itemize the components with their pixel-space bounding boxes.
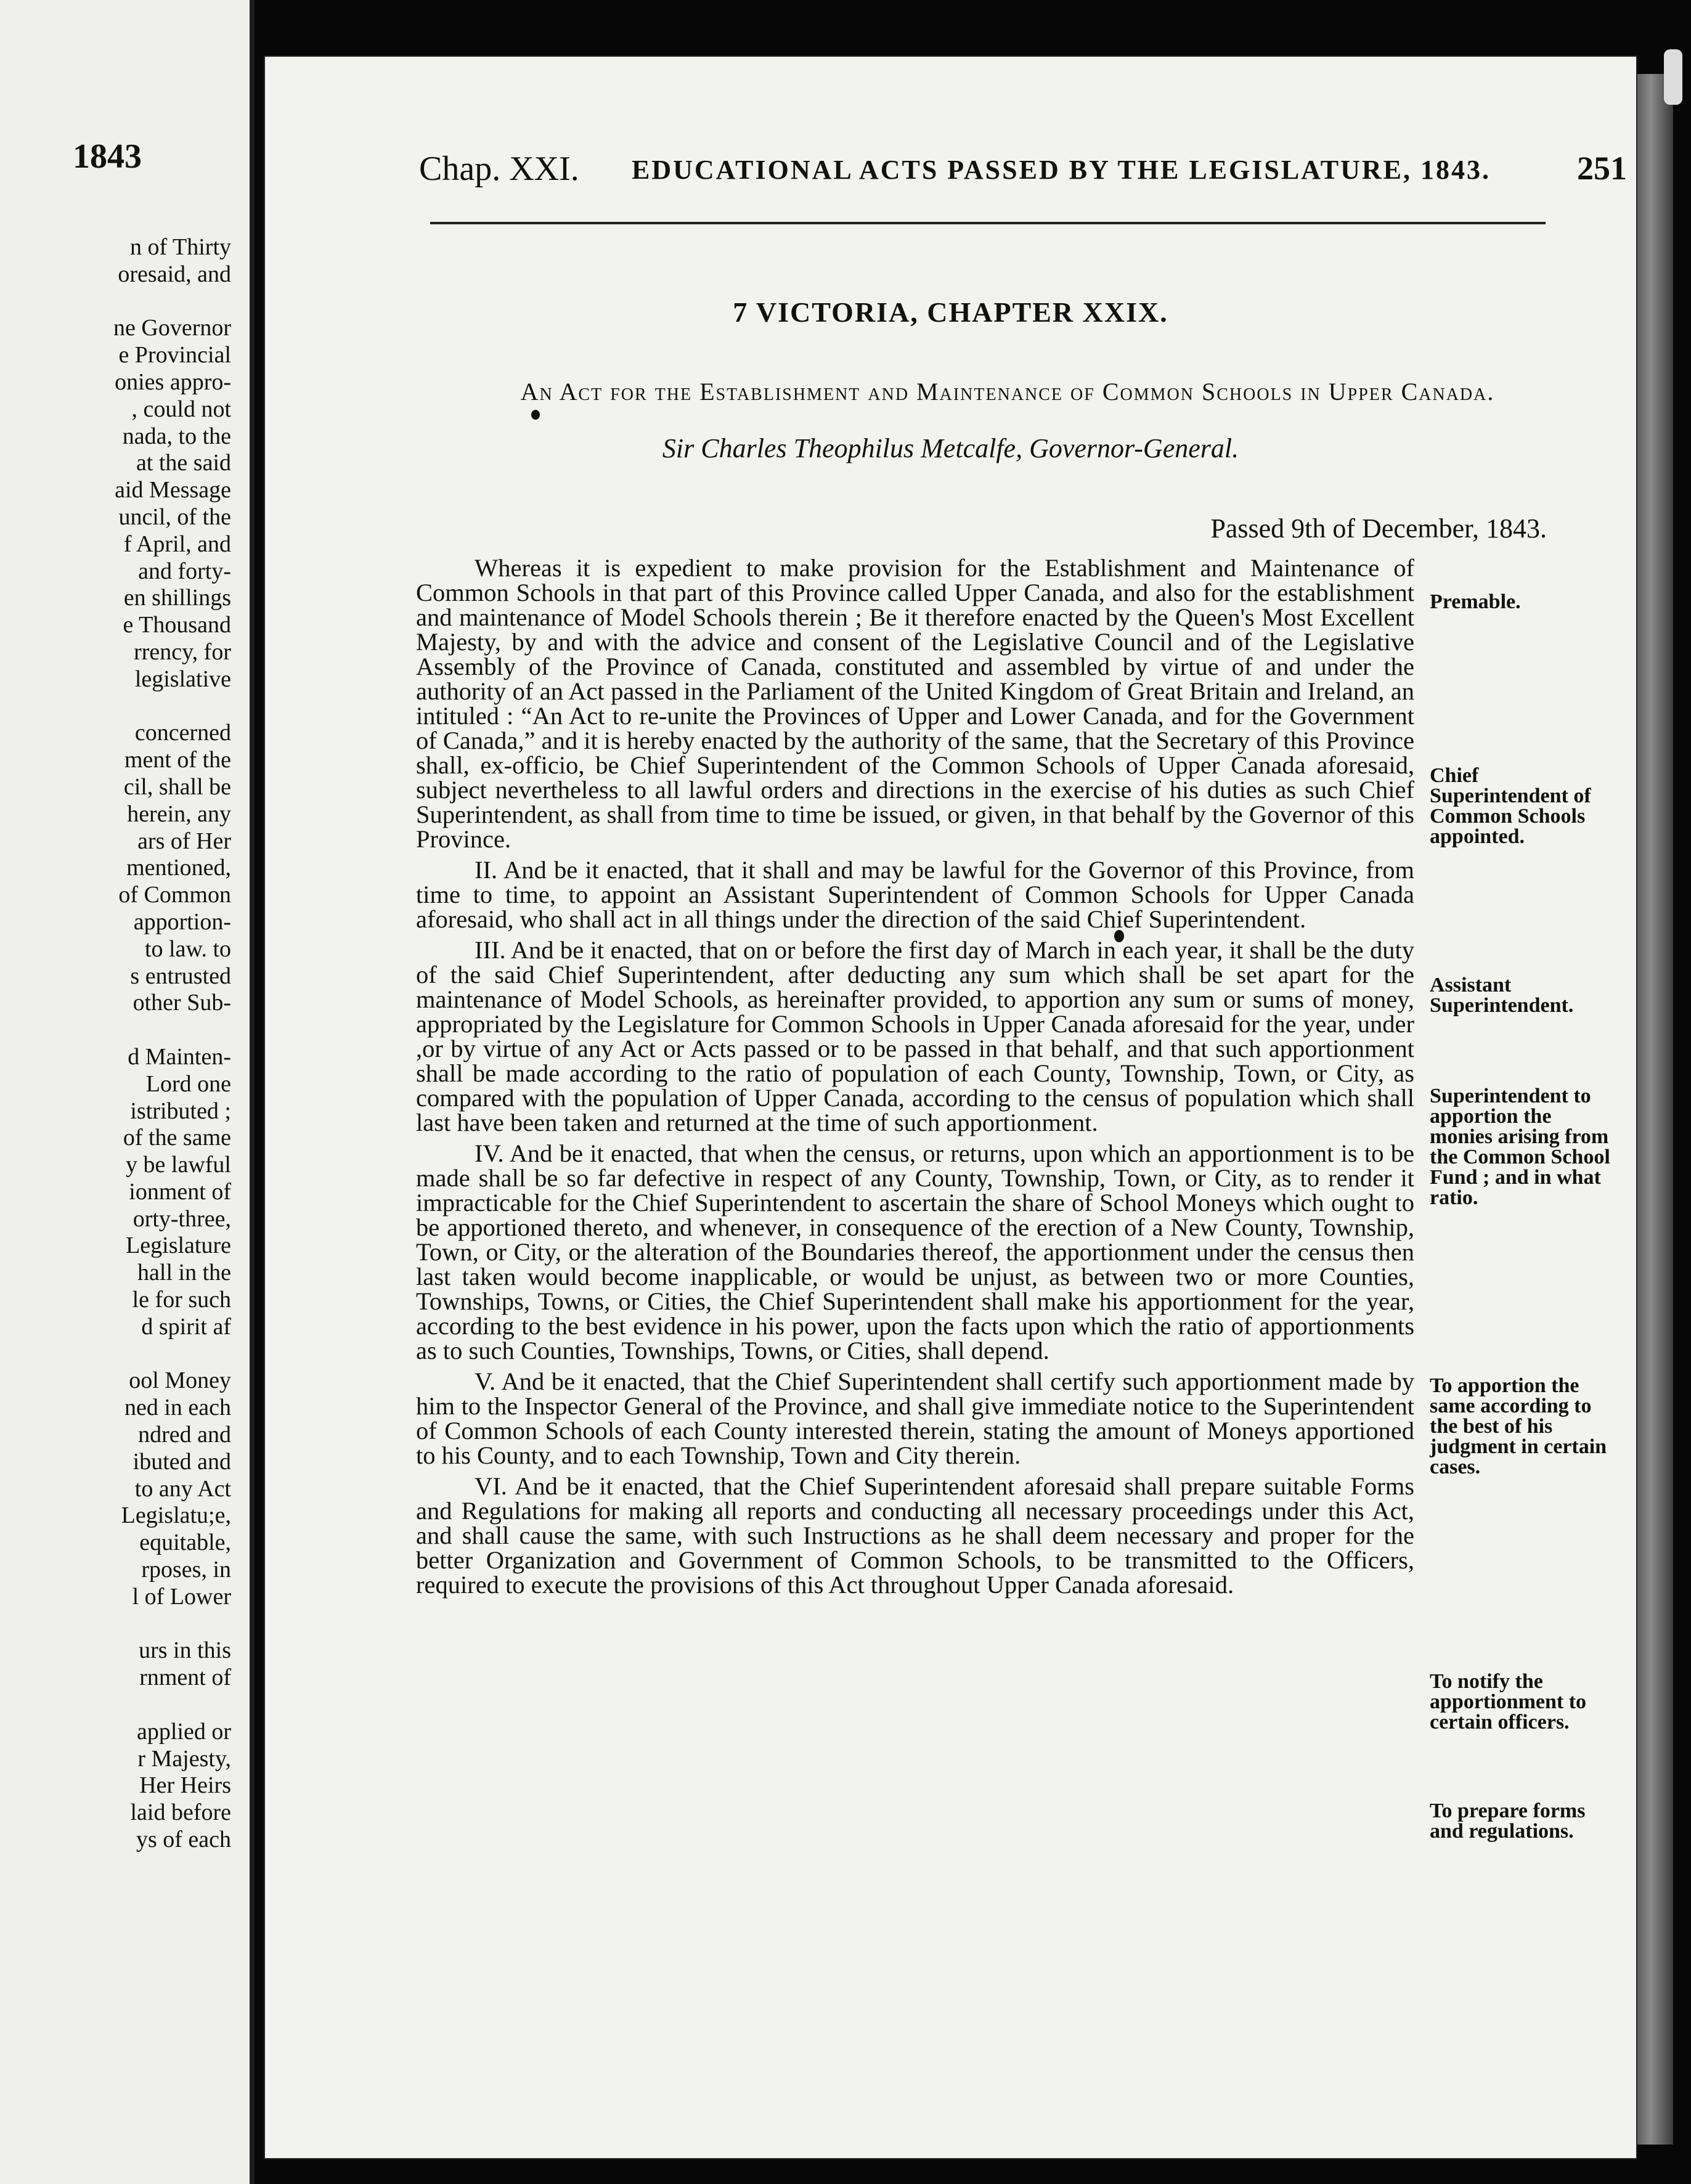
left-page-line: rrency, for	[134, 638, 231, 665]
left-page-line: laid before	[130, 1799, 231, 1826]
left-page-line	[9, 288, 231, 316]
left-facing-page	[0, 0, 255, 2184]
left-page-line: ndred and	[138, 1422, 231, 1448]
left-page-line: nada, to the	[122, 423, 231, 449]
margin-note-forms: To prepare forms and regulations.	[1430, 1799, 1586, 1843]
left-page-line: urs in this	[139, 1637, 231, 1664]
left-page-line: ys of each	[136, 1827, 231, 1853]
margin-note-chief-superintendent: Chief Superintendent of Common Schools appointed.	[1430, 764, 1591, 848]
left-page-line: ionment of	[129, 1178, 231, 1205]
left-page-line: other Sub-	[132, 990, 231, 1016]
margin-note-preamble: Premable.	[1430, 590, 1521, 613]
left-page-line: rposes, in	[141, 1557, 231, 1583]
section-vi: VI. And be it enacted, that the Chief Superintendent aforesaid shall prepare suitable Forms and Regulations for making all reports and conducting all necessary proceedings under this Act, and shall cause the same, with such Instructions as he shall deem necessary and proper for the better Organization and Government of Common Schools, to be transmitted to the Officers, required to execute the provisions of this Act throughout Upper Canada aforesaid.	[416, 1472, 1414, 1599]
left-page-line: ars of Her	[137, 828, 231, 854]
left-page-line: ool Money	[129, 1367, 231, 1394]
margin-note-apportion-judgment: To apportion the same according to the best of his judgment in certain cases.	[1430, 1374, 1607, 1478]
section-v: V. And be it enacted, that the Chief Superintendent shall certify such apportionment made by him to the Inspector General of the Province, and shall give immediate notice to the Superintendent of Common Schools of each County interested therein, stating the amount of Moneys apportioned to his County, and to each Township, Town and City therein.	[416, 1367, 1414, 1469]
running-header	[419, 149, 1627, 198]
header-rule	[430, 222, 1546, 224]
passed-date: Passed 9th of December, 1843.	[1210, 513, 1547, 544]
left-page-line	[9, 1017, 231, 1044]
left-page-line: herein, any	[127, 801, 231, 827]
left-page-text-fragments	[9, 234, 231, 1854]
section-iii: III. And be it enacted, that on or before the first day of March in each year, it shall be the duty of the said Chief Superintendent, after deducting any sum which shall be set apart for the maintenance of Model Schools, as hereinafter provided, to apportion any sum or sums of money, appropriated by the Legislature for Common Schools in Upper Canada aforesaid for the year, under ,or by virtue of any Act or Acts passed or to be passed in that behalf, and that such apportionment shall be made according to the ratio of population of each County, Township, Town, or City, as compared with the population of Upper Canada, according to the census of population which shall last have been taken and returned at the time of such apportionment.	[416, 936, 1414, 1136]
ink-spot	[531, 410, 540, 420]
left-page-line: e Provincial	[118, 342, 231, 369]
margin-note-notify: To notify the apportionment to certain officers.	[1430, 1670, 1587, 1734]
left-page-line: ne Governor	[113, 315, 231, 341]
left-page-line: f April, and	[123, 531, 231, 557]
right-page	[265, 57, 1636, 2158]
left-page-line: oresaid, and	[118, 261, 231, 287]
left-page-line: of Common	[118, 882, 231, 908]
left-page-line: rnment of	[139, 1664, 231, 1691]
left-page-line	[9, 693, 231, 720]
left-page-line: Legislature	[126, 1233, 231, 1259]
left-page-line: s entrusted	[130, 963, 231, 989]
left-page-line: to law. to	[144, 935, 231, 962]
section-ii: II. And be it enacted, that it shall and may be lawful for the Governor of this Province, from time to time, to appoint an Assistant Superintendent of Common Schools for Upper Canada aforesaid, who shall act in all things under the direction of the said Chief Superintendent.	[416, 856, 1414, 933]
preamble-paragraph: Whereas it is expedient to make provision for the Establishment and Maintenance of Common Schools in that part of this Province called Upper Canada, and also for the establishment and maintenance of Model Schools therein ; Be it therefore enacted by the Queen's Most Excellent Majesty, by and with the advice and consent of the Legislative Council and of the Legislative Assembly of the Province of Canada, constituted and assembled by virtue of and under the authority of an Act passed in the Parliament of the United Kingdom of Great Britain and Ireland, an intituled : “An Act to re-unite the Provinces of Upper and Lower Canada, and for the Government of Canada,” and it is hereby enacted by the authority of the same, that the Secretary of this Province shall, ex-officio, be Chief Superintendent of the Common Schools of Upper Canada aforesaid, subject nevertheless to all lawful orders and directions in the exercise of his duties as such Chief Superintendent, as shall from time to time be issued, or given, in that behalf by the Governor of this Province.	[416, 554, 1414, 853]
left-page-line: y be lawful	[126, 1152, 231, 1178]
act-body	[416, 556, 1414, 1603]
left-page-line: n of Thirty	[130, 234, 231, 260]
left-page-line: , could not	[131, 396, 231, 422]
page-edge	[1636, 74, 1673, 2145]
left-page-line: e Thousand	[123, 612, 231, 638]
left-page-line: applied or	[136, 1718, 231, 1745]
left-page-year: 1843	[73, 137, 142, 176]
left-page-line: of the same	[123, 1125, 231, 1151]
act-heading: 7 VICTORIA, CHAPTER XXIX.	[733, 296, 1168, 328]
left-page-line: cil, shall be	[123, 773, 231, 800]
page-number: 251	[1577, 150, 1627, 187]
left-page-line: concerned	[134, 720, 231, 746]
left-page-line: d Mainten-	[128, 1043, 231, 1070]
section-iv: IV. And be it enacted, that when the census, or returns, upon which an apportionment is to be made shall be so far defective in respect of any County, Township, Town, or City, as to render it impracticable for the Chief Superintendent to ascertain the share of School Moneys which ought to be apportioned thereto, and whenever, in consequence of the erection of a New County, Township, Town, or City, or the alteration of the Boundaries thereof, the apportionment under the census then last taken would become inapplicable, or would be unjust, as between two or more Counties, Townships, Towns, or Cities, the Chief Superintendent shall make his apportionment for the year, according to the best evidence in his power, upon the facts upon which the ratio of apportionments as to such Counties, Townships, Towns, or Cities, shall depend.	[416, 1139, 1414, 1364]
left-page-line: Legislatu;e,	[121, 1502, 231, 1529]
left-page-line: istributed ;	[130, 1098, 231, 1124]
margin-note-assistant: Assistant Superintendent.	[1430, 974, 1574, 1017]
left-page-line: hall in the	[137, 1260, 231, 1286]
left-page-line: Her Heirs	[139, 1772, 231, 1799]
left-page-line: le for such	[132, 1287, 231, 1313]
left-page-line: ment of the	[124, 747, 231, 773]
margin-note-apportion-monies: Superintendent to apportion the monies arising from the Common School Fund ; and in what ratio.	[1430, 1085, 1610, 1209]
left-page-line: mentioned,	[126, 855, 231, 881]
left-page-line: to any Act	[134, 1475, 231, 1502]
left-page-line: onies appro-	[115, 369, 231, 395]
left-page-line: at the said	[136, 450, 231, 476]
left-page-line: Lord one	[145, 1070, 231, 1097]
chapter-label: Chap. XXI.	[419, 150, 579, 188]
binding-clip	[1664, 49, 1682, 105]
left-page-line	[9, 1692, 231, 1719]
left-page-line: orty-three,	[132, 1205, 231, 1232]
left-page-line: aid Message	[115, 477, 231, 503]
left-page-line: d spirit af	[141, 1313, 231, 1340]
left-page-line: l of Lower	[132, 1583, 231, 1610]
left-page-line: uncil, of the	[118, 503, 231, 530]
left-page-line	[9, 1611, 231, 1638]
governor-line: Sir Charles Theophilus Metcalfe, Governor-General.	[662, 433, 1239, 463]
left-page-line: and forty-	[138, 558, 231, 584]
act-title: An Act for the Establishment and Maintenance of Common Schools in Upper Canada.	[520, 378, 1495, 405]
left-page-line: ibuted and	[132, 1448, 231, 1475]
left-page-line	[9, 1341, 231, 1368]
left-page-line: apportion-	[133, 908, 231, 935]
left-page-line: equitable,	[139, 1530, 231, 1556]
left-page-line: en shillings	[123, 585, 231, 611]
left-page-line: legislative	[134, 666, 231, 692]
running-title: EDUCATIONAL ACTS PASSED BY THE LEGISLATURE, 1843.	[632, 155, 1491, 185]
left-page-line: r Majesty,	[137, 1745, 231, 1772]
left-page-line: ned in each	[124, 1395, 231, 1421]
